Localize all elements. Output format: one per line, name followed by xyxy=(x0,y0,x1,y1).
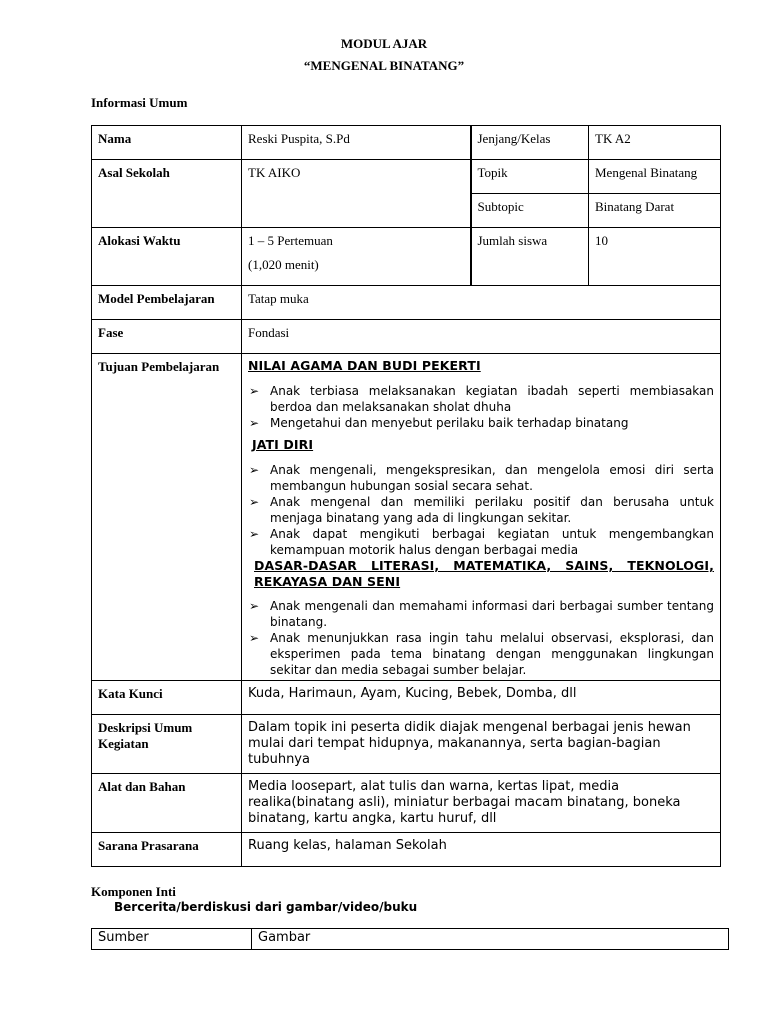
tujuan-list-nilai-agama xyxy=(248,383,714,431)
komponen-inti-heading: Komponen Inti xyxy=(91,884,176,899)
subtopic-label: Subtopic xyxy=(471,194,589,228)
document-title: MODUL AJAR xyxy=(340,36,428,51)
document-subtitle: “MENGENAL BINATANG” xyxy=(303,58,465,73)
sumber-header: Sumber xyxy=(92,929,252,950)
nama-value: Reski Puspita, S.Pd xyxy=(242,126,471,160)
nama-label: Nama xyxy=(92,126,242,160)
tujuan-list-jati-diri xyxy=(248,462,714,558)
tujuan-pembelajaran-content xyxy=(242,354,721,681)
fase-label: Fase xyxy=(92,320,242,354)
deskripsi-umum-value: Dalam topik ini peserta didik diajak mengenal berbagai jenis hewan mulai dari tempat hidupnya, makanannya, serta bagian-bagian tubuhnya xyxy=(242,715,721,774)
subtopic-value: Binatang Darat xyxy=(589,194,721,228)
alat-bahan-value: Media loosepart, alat tulis dan warna, kertas lipat, media realika(binatang asli), miniatur berbagai macam binatang, boneka binatang, kartu angka, kartu huruf, dll xyxy=(242,774,721,833)
tujuan-heading-nilai-agama: NILAI AGAMA DAN BUDI PEKERTI xyxy=(248,358,481,373)
jumlah-siswa-value: 10 xyxy=(589,228,721,286)
topik-value: Mengenal Binatang xyxy=(589,160,721,194)
alat-bahan-label: Alat dan Bahan xyxy=(92,774,242,833)
model-pembelajaran-label: Model Pembelajaran xyxy=(92,286,242,320)
list-item: ➢ Anak dapat mengikuti berbagai kegiatan untuk mengembangkan kemampuan motorik halus dengan berbagai media xyxy=(270,526,714,558)
model-pembelajaran-value: Tatap muka xyxy=(242,286,721,320)
tujuan-pembelajaran-label: Tujuan Pembelajaran xyxy=(92,354,242,681)
alokasi-pertemuan: 1 – 5 Pertemuan xyxy=(248,233,333,248)
komponen-table xyxy=(91,928,729,950)
komponen-inti-subheading: Bercerita/berdiskusi dari gambar/video/buku xyxy=(114,900,418,914)
list-item: ➢ Anak terbiasa melaksanakan kegiatan ibadah seperti membiasakan berdoa dan melaksanakan sholat dhuha xyxy=(270,383,714,415)
fase-value: Fondasi xyxy=(242,320,721,354)
deskripsi-umum-label: Deskripsi Umum Kegiatan xyxy=(92,715,242,774)
list-item: ➢ Anak mengenali dan memahami informasi dari berbagai sumber tentang binatang. xyxy=(270,598,714,630)
list-item: ➢ Anak mengenal dan memiliki perilaku positif dan berusaha untuk menjaga binatang yang ada di lingkungan sekitar. xyxy=(270,494,714,526)
jenjang-value: TK A2 xyxy=(589,126,721,160)
section-heading-informasi-umum: Informasi Umum xyxy=(91,95,188,110)
tujuan-heading-literasi: DASAR-DASAR LITERASI, MATEMATIKA, SAINS, TEKNOLOGI, REKAYASA DAN SENI xyxy=(254,558,714,589)
alokasi-waktu-label: Alokasi Waktu xyxy=(92,228,242,286)
asal-sekolah-label: Asal Sekolah xyxy=(92,160,242,228)
alokasi-waktu-value xyxy=(242,228,471,286)
topik-label: Topik xyxy=(471,160,589,194)
sarana-prasarana-value: Ruang kelas, halaman Sekolah xyxy=(242,833,721,867)
asal-sekolah-value: TK AIKO xyxy=(242,160,471,228)
list-item: ➢ Anak mengenali, mengekspresikan, dan mengelola emosi diri serta membangun hubungan sosial secara sehat. xyxy=(270,462,714,494)
tujuan-heading-jati-diri: JATI DIRI xyxy=(252,437,314,452)
tujuan-list-literasi xyxy=(248,598,714,678)
list-item: ➢ Anak menunjukkan rasa ingin tahu melalui observasi, eksplorasi, dan eksperimen pada tema binatang dengan menggunakan lingkungan sekitar dan media sebagai sumber belajar. xyxy=(270,630,714,678)
alokasi-menit: (1,020 menit) xyxy=(248,257,319,272)
kata-kunci-value: Kuda, Harimaun, Ayam, Kucing, Bebek, Domba, dll xyxy=(242,681,721,715)
sarana-prasarana-label: Sarana Prasarana xyxy=(92,833,242,867)
informasi-umum-table xyxy=(91,125,721,867)
kata-kunci-label: Kata Kunci xyxy=(92,681,242,715)
jenjang-label: Jenjang/Kelas xyxy=(471,126,589,160)
gambar-header: Gambar xyxy=(252,929,729,950)
jumlah-siswa-label: Jumlah siswa xyxy=(471,228,589,286)
list-item: ➢ Mengetahui dan menyebut perilaku baik terhadap binatang xyxy=(270,415,714,431)
